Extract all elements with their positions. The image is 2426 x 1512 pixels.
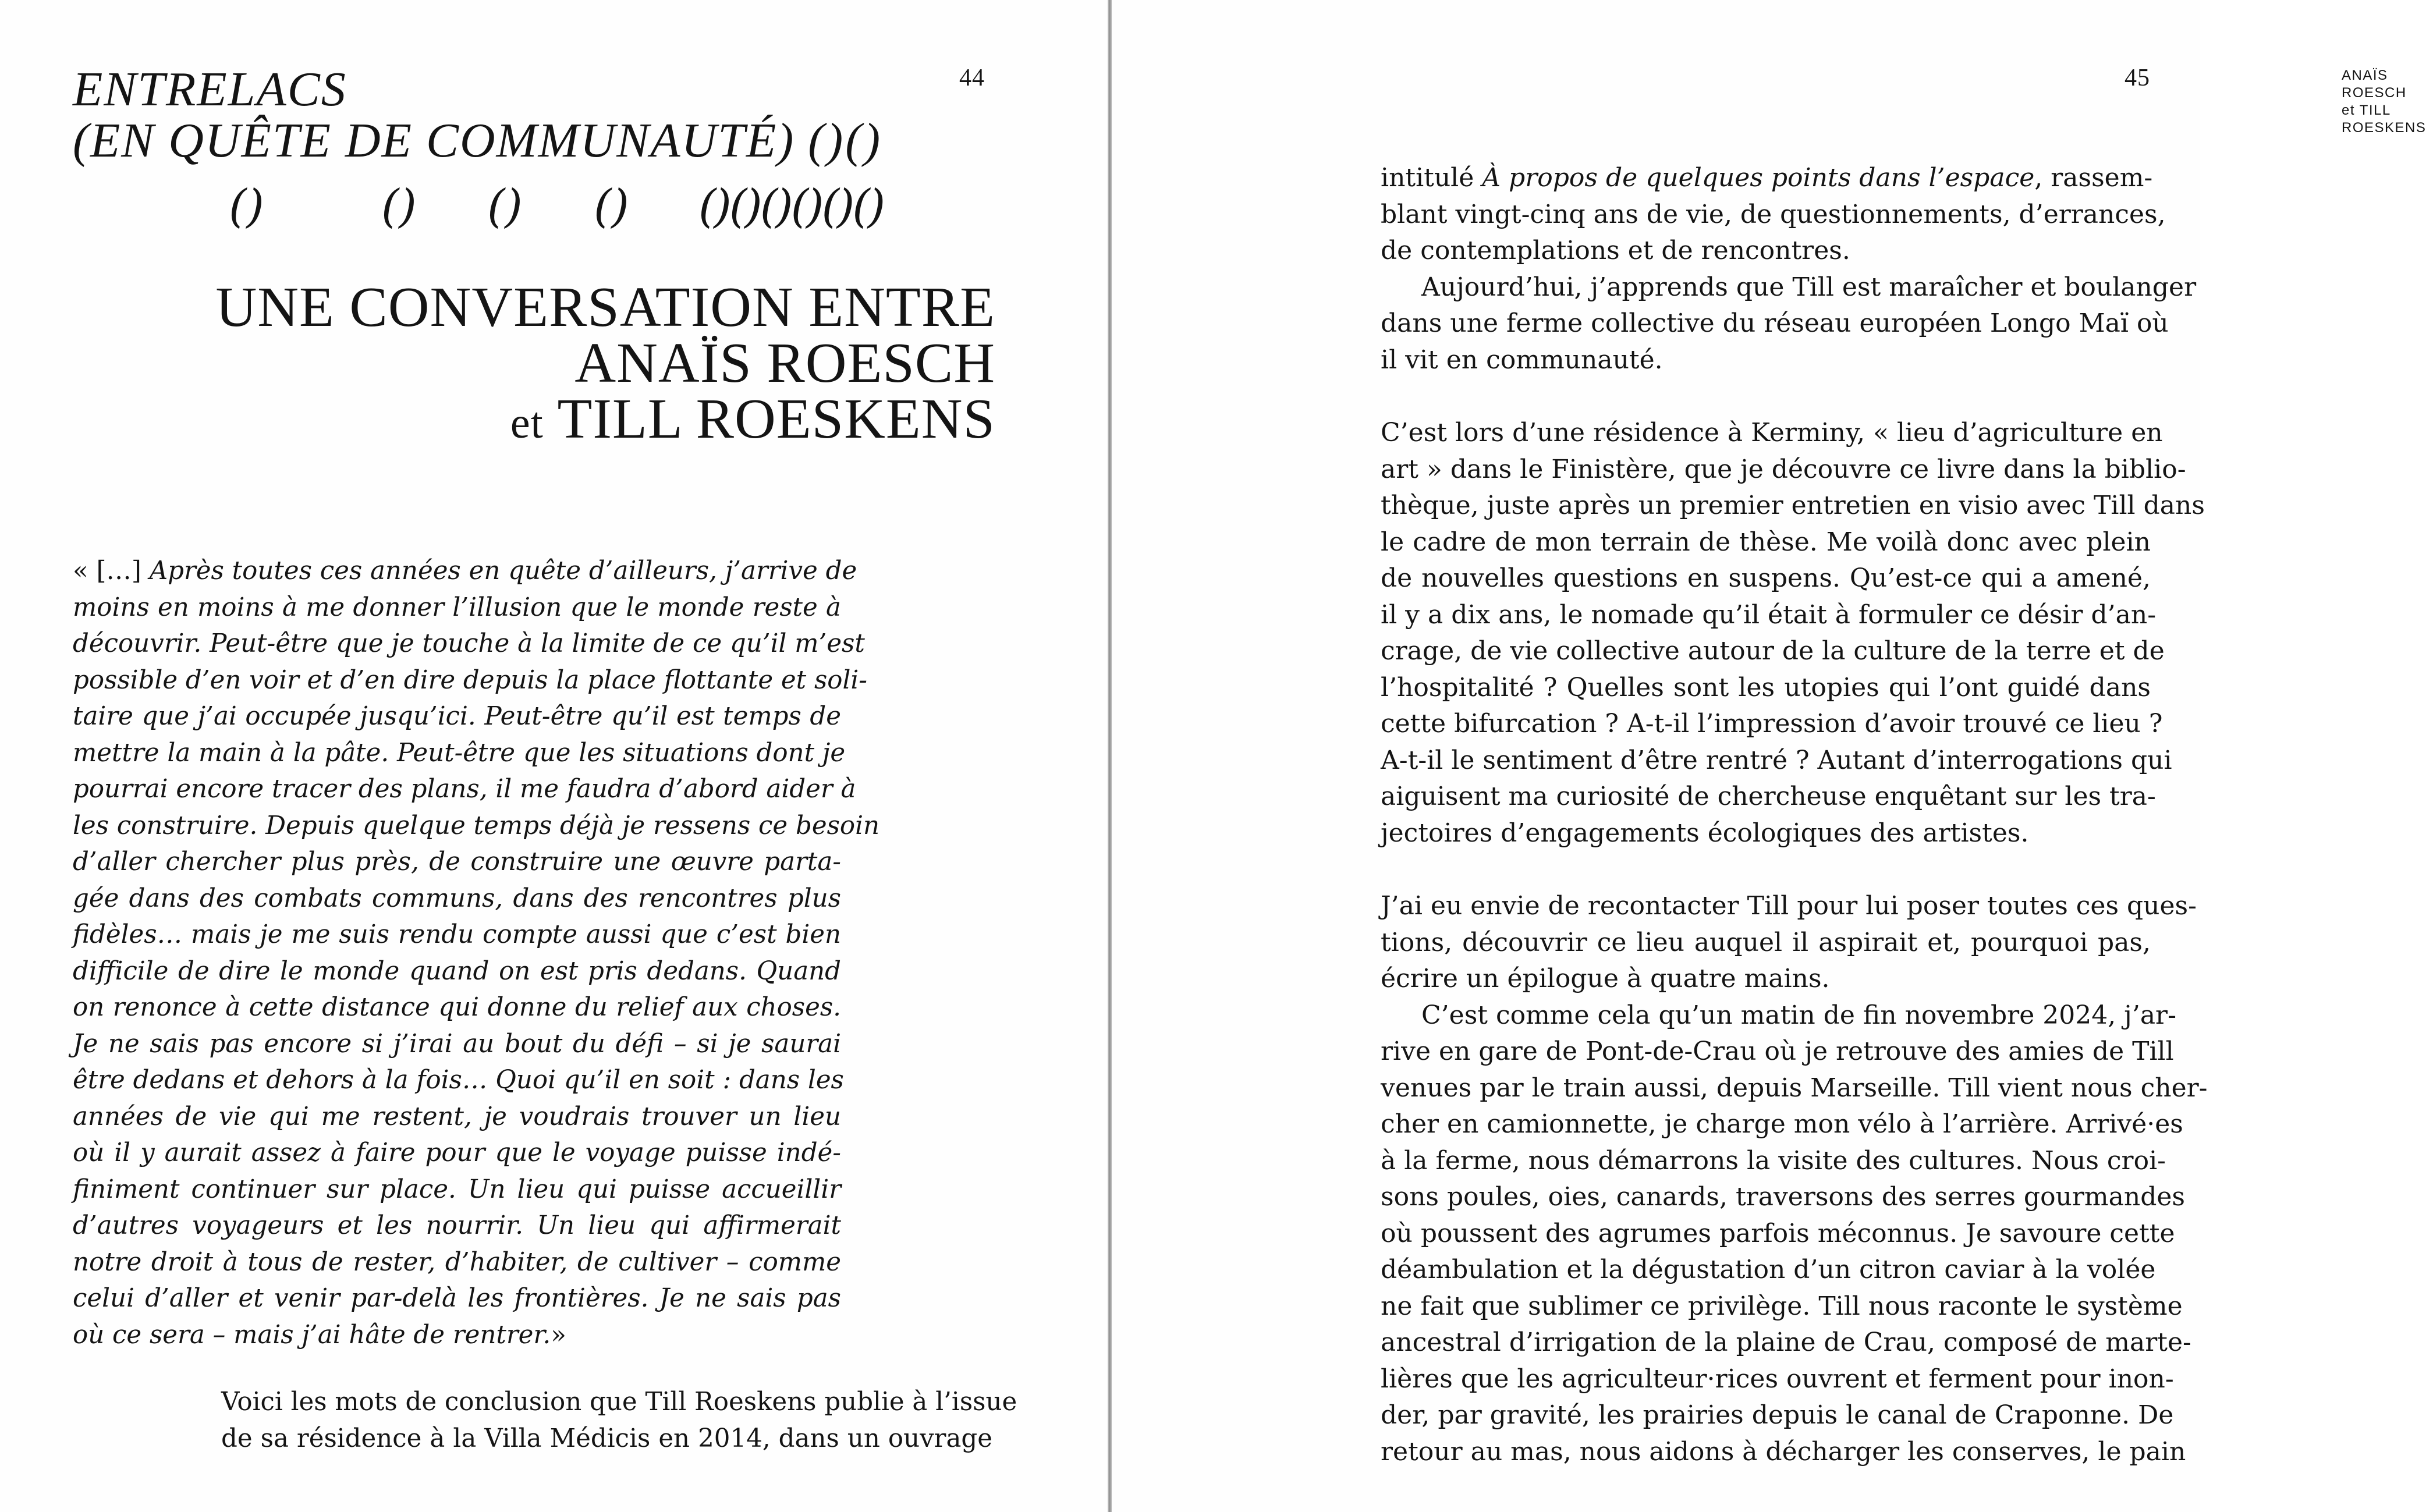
text-line: ne fait que sublimer ce privilège. Till nous raconte le système: [1381, 1291, 2183, 1321]
running-head: ANAÏS ROESCH et TILL ROESKENS: [2342, 68, 2426, 136]
quote-line: on renonce à cette distance qui donne du relief aux choses.: [73, 993, 841, 1022]
quote-line: celui d’aller et venir par-delà les frontières. Je ne sais pas: [73, 1284, 841, 1313]
text-line: retour au mas, nous aidons à décharger les conserves, le pain: [1381, 1436, 2186, 1467]
paragraph-gap: [1381, 851, 2151, 888]
quote-line: d’autres voyageurs et les nourrir. Un lieu qui affirmerait: [73, 1211, 841, 1240]
body-text: [1381, 160, 2208, 1470]
paren-pair: (): [594, 180, 629, 233]
quote-line: être dedans et dehors à la fois… Quoi qu’il en soit : dans les: [73, 1066, 844, 1095]
title-line: (EN QUÊTE DE COMMUNAUTÉ): [73, 113, 795, 168]
text-line: tions, découvrir ce lieu auquel il aspirait et, pourquoi pas,: [1381, 927, 2151, 957]
subtitle-line: TILL ROESKENS: [557, 388, 995, 450]
subtitle-line: ANAÏS ROESCH: [574, 332, 995, 395]
paren-pair: (): [487, 180, 523, 233]
quote-line: Je ne sais pas encore si j’irai au bout du défi – si je saurai: [73, 1029, 841, 1059]
quote-line: pourrai encore tracer des plans, il me faudra d’abord aider à: [73, 775, 856, 804]
text-line: cher en camionnette, je charge mon vélo à l’arrière. Arrivé·es: [1381, 1109, 2183, 1139]
text-line: A-t-il le sentiment d’être rentré ? Autant d’interrogations qui: [1381, 745, 2172, 775]
paragraph: [1381, 998, 2208, 1471]
paren-pair: (): [381, 180, 417, 233]
text-line: de nouvelles questions en suspens. Qu’est-ce qui a amené,: [1381, 563, 2151, 593]
text-line: der, par gravité, les prairies depuis le canal de Craponne. De: [1381, 1400, 2174, 1430]
text-line: écrire un épilogue à quatre mains.: [1381, 964, 1830, 993]
paragraph: [1381, 888, 2197, 998]
text-line: il y a dix ans, le nomade qu’il était à formuler ce désir d’an-: [1381, 599, 2157, 630]
text-line: à la ferme, nous démarrons la visite des cultures. Nous croi-: [1381, 1145, 2166, 1176]
paragraph: [1381, 160, 2166, 269]
quote-line: taire que j’ai occupée jusqu’ici. Peut-être qu’il est temps de: [73, 702, 841, 731]
article-subtitle: [215, 276, 996, 451]
intro-line: Voici les mots de conclusion que Till Roeskens publie à l’issue: [221, 1387, 1017, 1417]
paragraph-gap: [1381, 378, 2151, 415]
text-line: thèque, juste après un premier entretien en visio avec Till dans: [1381, 491, 2205, 520]
quote-line: où il y aurait assez à faire pour que le voyage puisse indé-: [73, 1138, 841, 1167]
quote-line: mettre la main à la pâte. Peut-être que les situations dont je: [73, 738, 846, 768]
quote-line: « […] Après toutes ces années en quête d’ailleurs, j’arrive de: [73, 556, 857, 585]
paren-pair: (): [229, 180, 264, 233]
epigraph-quote: [73, 553, 880, 1353]
text-line: sons poules, oies, canards, traversons des serres gourmandes: [1381, 1182, 2186, 1212]
text-line: rive en gare de Pont-de-Crau où je retrouve des amies de Till: [1381, 1037, 2174, 1066]
text-line: C’est lors d’une résidence à Kerminy, « lieu d’agriculture en: [1381, 418, 2163, 448]
quote-open: « […]: [73, 556, 141, 585]
text-line: ancestral d’irrigation de la plaine de Crau, composé de marte-: [1381, 1328, 2191, 1357]
left-page: [0, 0, 1109, 1512]
quote-close: »: [551, 1320, 566, 1350]
text-line: le cadre de mon terrain de thèse. Me voilà donc avec plein: [1381, 527, 2151, 557]
title-parens: ()(): [808, 113, 883, 168]
quote-line: les construire. Depuis quelque temps déjà je ressens ce besoin: [73, 811, 880, 840]
page-number: 45: [2124, 65, 2150, 91]
quote-line: possible d’en voir et d’en dire depuis la place flottante et soli-: [73, 665, 867, 695]
text-line: de contemplations et de rencontres.: [1381, 236, 1850, 265]
text-line: dans une ferme collective du réseau européen Longo Maï où: [1381, 308, 2169, 338]
subtitle-et: et: [510, 399, 544, 448]
quote-line: moins en moins à me donner l’illusion que le monde reste à: [73, 592, 841, 622]
quote-line: fidèles… mais je me suis rendu compte aussi que c’est bien: [73, 920, 841, 949]
decorative-parens-row: [73, 180, 992, 250]
quote-line: notre droit à tous de rester, d’habiter, de cultiver – comme: [73, 1247, 841, 1277]
text-line: blant vingt-cinq ans de vie, de questionnements, d’errances,: [1381, 199, 2166, 229]
text-line: venues par le train aussi, depuis Marseille. Till vient nous cher-: [1381, 1073, 2208, 1103]
quote-line: années de vie qui me restent, je voudrais trouver un lieu: [73, 1102, 841, 1131]
paragraph: [1381, 415, 2205, 851]
text-line: cette bifurcation ? A-t-il l’impression d’avoir trouvé ce lieu ?: [1381, 709, 2163, 739]
quote-line: difficile de dire le monde quand on est pris dedans. Quand: [73, 956, 841, 986]
text-line: Aujourd’hui, j’apprends que Till est maraîcher et boulanger: [1421, 272, 2197, 302]
title-line: ENTRELACS: [73, 62, 347, 116]
subtitle-line: UNE CONVERSATION ENTRE: [215, 276, 995, 339]
page-number: 44: [959, 65, 985, 91]
book-gutter: [1108, 0, 1112, 1512]
quote-line: gée dans des combats communs, dans des rencontres plus: [73, 883, 841, 913]
intro-paragraph: [221, 1384, 1017, 1457]
text-line: lières que les agriculteur·rices ouvrent et ferment pour inon-: [1381, 1364, 2174, 1394]
text-line: J’ai eu envie de recontacter Till pour lui poser toutes ces ques-: [1381, 891, 2197, 921]
text-line: crage, de vie collective autour de la culture de la terre et de: [1381, 636, 2165, 666]
text-line: il vit en communauté.: [1381, 345, 1663, 375]
intro-line: de sa résidence à la Villa Médicis en 2014, dans un ouvrage: [221, 1424, 992, 1453]
text-line: aiguisent ma curiosité de chercheuse enquêtant sur les tra-: [1381, 782, 2156, 811]
quote-line: découvrir. Peut-être que je touche à la limite de ce qu’il m’est: [73, 629, 865, 658]
quote-line: d’aller chercher plus près, de construire une œuvre parta-: [73, 847, 841, 876]
text-line: où poussent des agrumes parfois méconnus. Je savoure cette: [1381, 1218, 2175, 1248]
quote-line: finiment continuer sur place. Un lieu qui puisse accueillir: [73, 1174, 841, 1204]
quote-line: où ce sera – mais j’ai hâte de rentrer.»: [73, 1320, 566, 1350]
paren-pairs-cluster: ()()()()()(): [698, 180, 884, 233]
text-line: C’est comme cela qu’un matin de fin novembre 2024, j’ar-: [1421, 1000, 2176, 1030]
book-title: À propos de quelques points dans l’espace: [1482, 163, 2035, 193]
text-line: l’hospitalité ? Quelles sont les utopies qui l’ont guidé dans: [1381, 672, 2151, 702]
text-line: art » dans le Finistère, que je découvre ce livre dans la biblio-: [1381, 454, 2186, 484]
paragraph: [1381, 269, 2197, 379]
article-title: [73, 64, 992, 166]
text-line: intitulé À propos de quelques points dans l’espace, rassem-: [1381, 163, 2153, 193]
text-line: déambulation et la dégustation d’un citron caviar à la volée: [1381, 1255, 2156, 1284]
text-line: jectoires d’engagements écologiques des artistes.: [1381, 818, 2029, 848]
